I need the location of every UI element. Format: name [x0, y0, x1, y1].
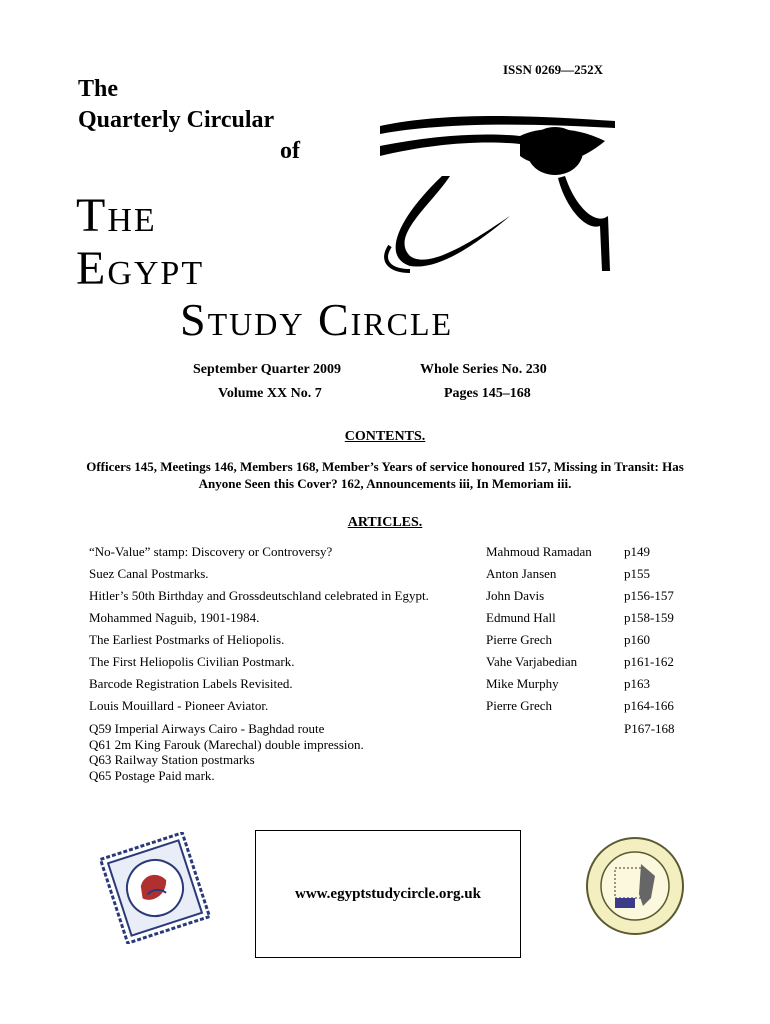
issue-series: Whole Series No. 230: [420, 362, 547, 377]
article-page: p156-157: [624, 588, 674, 603]
article-author: Vahe Varjabedian: [486, 654, 578, 669]
articles-heading: ARTICLES.: [347, 515, 423, 530]
abps-seal-logo: [585, 836, 685, 936]
article-page: p149: [624, 544, 650, 559]
eye-of-horus-logo: [370, 66, 620, 296]
query-item: Q59 Imperial Airways Cairo - Baghdad route: [89, 721, 325, 736]
title-study-circle: Study Circle: [180, 294, 454, 345]
article-title: “No-Value” stamp: Discovery or Controversy?: [89, 544, 333, 559]
title-egypt: Egypt: [76, 242, 205, 295]
article-title: The Earliest Postmarks of Heliopolis.: [89, 632, 285, 647]
contents-heading: CONTENTS.: [344, 429, 426, 444]
queries-page: P167-168: [624, 721, 675, 736]
query-item: Q63 Railway Station postmarks: [89, 752, 255, 767]
website-url[interactable]: www.egyptstudycircle.org.uk: [295, 886, 481, 902]
article-page: p155: [624, 566, 650, 581]
contents-text: Officers 145, Meetings 146, Members 168, Member’s Years of service honoured 157, Missing in Transit: Has Anyone Seen this Cover? 162, Announcements iii, In Memoriam iii.: [86, 459, 684, 491]
issn-number: ISSN 0269—252X: [503, 62, 604, 77]
article-page: p158-159: [624, 610, 674, 625]
subtitle-the: The: [78, 76, 119, 102]
article-page: p164-166: [624, 698, 674, 713]
article-author: Edmund Hall: [486, 610, 556, 625]
article-author: Mike Murphy: [486, 676, 559, 691]
article-title: Louis Mouillard - Pioneer Aviator.: [89, 698, 269, 713]
article-title: Suez Canal Postmarks.: [89, 566, 209, 581]
article-author: Pierre Grech: [486, 698, 553, 713]
subtitle-quarterly-circular: Quarterly Circular: [78, 107, 275, 133]
article-title: The First Heliopolis Civilian Postmark.: [89, 654, 295, 669]
article-author: Mahmoud Ramadan: [486, 544, 592, 559]
issue-quarter: September Quarter 2009: [193, 362, 342, 377]
subtitle-of: of: [280, 138, 300, 164]
article-title: Hitler’s 50th Birthday and Grossdeutschland celebrated in Egypt.: [89, 588, 429, 603]
article-title: Mohammed Naguib, 1901-1984.: [89, 610, 260, 625]
issue-pages: Pages 145–168: [444, 386, 531, 401]
article-author: Pierre Grech: [486, 632, 553, 647]
article-page: p163: [624, 676, 650, 691]
article-author: John Davis: [486, 588, 545, 603]
title-the: The: [76, 189, 157, 242]
article-page: p161-162: [624, 654, 674, 669]
article-author: Anton Jansen: [486, 566, 557, 581]
issue-volume: Volume XX No. 7: [218, 386, 322, 401]
queries-list: [89, 721, 364, 783]
article-title: Barcode Registration Labels Revisited.: [89, 676, 293, 691]
query-item: Q65 Postage Paid mark.: [89, 767, 215, 783]
american-philatelic-society-logo: [90, 832, 220, 944]
article-page: p160: [624, 632, 650, 647]
query-item: Q61 2m King Farouk (Marechal) double impression.: [89, 736, 364, 752]
